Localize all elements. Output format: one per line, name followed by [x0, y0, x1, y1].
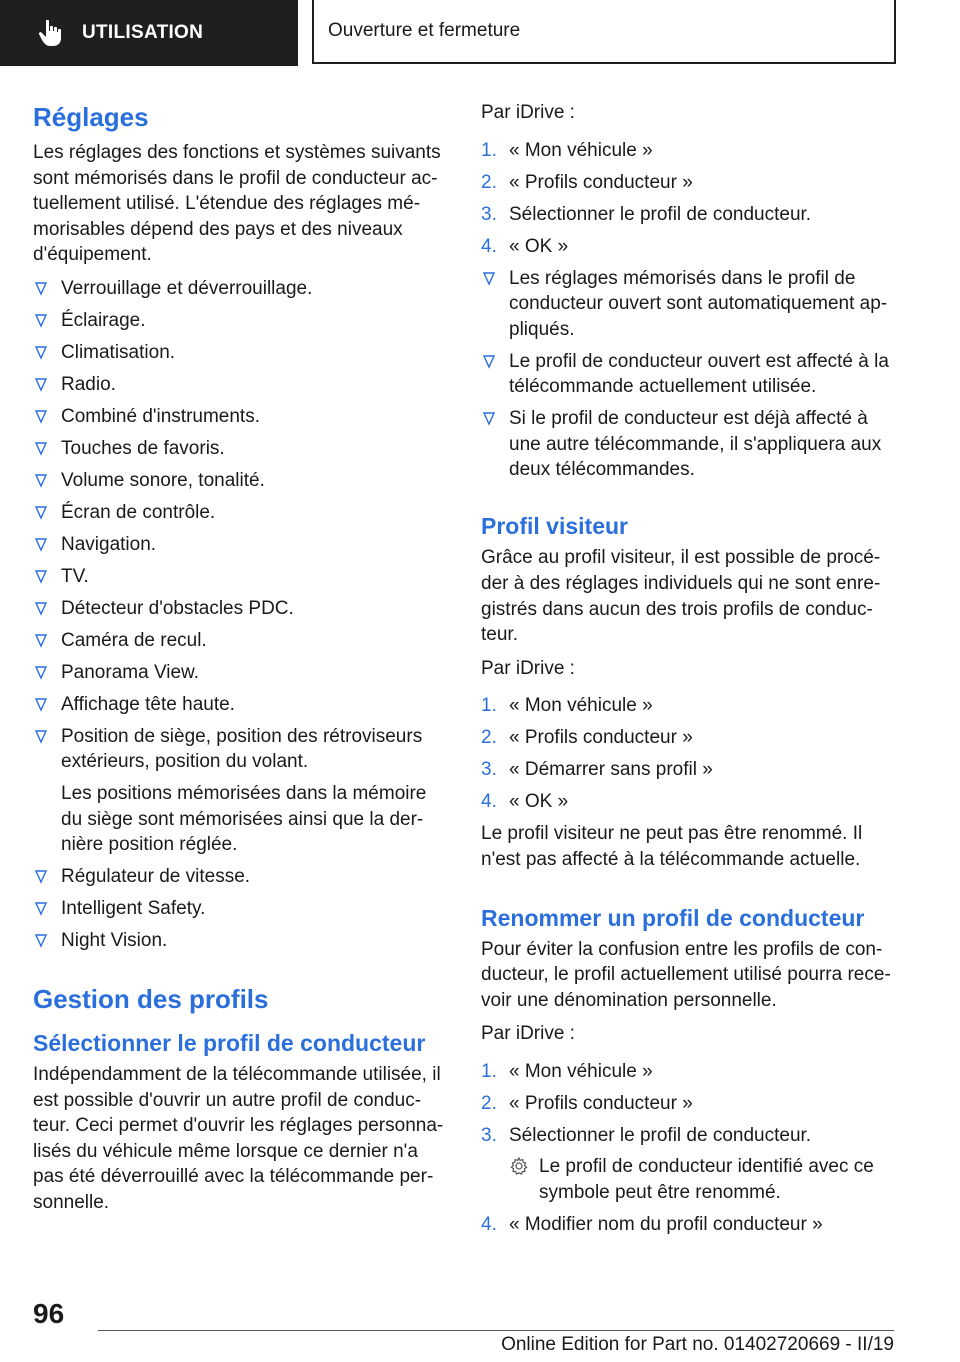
triangle-bullet-icon	[35, 698, 47, 712]
list-item-text: Caméra de recul.	[61, 629, 207, 651]
list-item	[33, 564, 445, 590]
list-item-text: Affichage tête haute.	[61, 693, 235, 715]
list-item	[33, 660, 445, 686]
list-item	[33, 276, 445, 302]
step-number: 2.	[481, 727, 497, 749]
select-profile-heading: Sélectionner le profil de conducteur	[33, 1030, 426, 1057]
triangle-bullet-icon	[35, 442, 47, 456]
triangle-bullet-icon	[35, 602, 47, 616]
step-item	[481, 789, 897, 815]
step-item	[481, 693, 897, 719]
triangle-bullet-icon	[35, 730, 47, 744]
list-item-text: Détecteur d'obstacles PDC.	[61, 597, 294, 619]
list-item	[481, 349, 897, 400]
list-item	[33, 928, 445, 954]
step-number: 3.	[481, 1124, 497, 1146]
triangle-bullet-icon	[35, 346, 47, 360]
step-number: 4.	[481, 235, 497, 257]
step-item	[481, 1059, 897, 1085]
list-item	[33, 596, 445, 622]
idrive-label-visitor: Par iDrive :	[481, 657, 575, 679]
list-item	[33, 404, 445, 430]
triangle-bullet-icon	[483, 355, 495, 369]
footer-divider	[98, 1330, 894, 1331]
triangle-bullet-icon	[35, 282, 47, 296]
step-text: « Mon véhicule »	[509, 139, 653, 161]
list-item-text: Position de siège, position des rétroviseurs extérieurs, position du volant.	[61, 725, 423, 773]
triangle-bullet-icon	[483, 272, 495, 286]
reglages-intro: Les réglages des fonctions et systèmes suivants sont mémorisés dans le profil de conducteur actuellement utilisé. L'étendue des réglages mémorisables dépend des pays et des niveaux d'équipement.	[33, 142, 441, 266]
list-item	[33, 532, 445, 558]
left-column	[33, 100, 445, 1224]
list-item-text: Panorama View.	[61, 661, 200, 683]
list-item	[33, 372, 445, 398]
step-item	[481, 234, 897, 260]
list-item-text: Les réglages mémorisés dans le profil de conducteur ouvert sont automatiquement appliqués.	[509, 267, 888, 340]
list-item	[33, 500, 445, 526]
step-text: Sélectionner le profil de conducteur.	[509, 1124, 812, 1146]
step-number: 1.	[481, 1060, 497, 1082]
list-item-text: Éclairage.	[61, 309, 146, 331]
triangle-bullet-icon	[35, 634, 47, 648]
step-text: « Profils conducteur »	[509, 1092, 693, 1114]
triangle-bullet-icon	[35, 902, 47, 916]
page-number: 96	[33, 1298, 65, 1329]
triangle-bullet-icon	[483, 412, 495, 426]
list-item-text: Écran de contrôle.	[61, 501, 216, 523]
step-number: 4.	[481, 791, 497, 813]
seat-memory-note: Les positions mémorisées dans la mémoire du siège sont mémorisées ainsi que la dernière position réglée.	[61, 782, 427, 856]
step-item	[481, 725, 897, 751]
step-item	[481, 202, 897, 228]
steps-list-visitor	[481, 693, 897, 815]
list-item-text: Le profil de conducteur ouvert est affecté à la télécommande actuellement utilisée.	[509, 350, 889, 398]
list-item	[33, 468, 445, 494]
list-item-text: Verrouillage et déverrouillage.	[61, 277, 313, 299]
list-item	[33, 896, 445, 922]
visitor-heading: Profil visiteur	[481, 513, 628, 540]
step-text: « OK »	[509, 235, 569, 257]
list-item-text: Combiné d'instruments.	[61, 405, 260, 427]
step-number: 3.	[481, 203, 497, 225]
triangle-bullet-icon	[35, 870, 47, 884]
rename-body: Pour éviter la confusion entre les profils de conducteur, le profil actuellement utilisé pourra recevoir une dénomination personnelle.	[481, 938, 891, 1011]
section-label: UTILISATION	[82, 22, 204, 43]
step-text: « Profils conducteur »	[509, 727, 693, 749]
visitor-note: Le profil visiteur ne peut pas être renommé. Il n'est pas affecté à la télécommande actuelle.	[481, 823, 863, 870]
list-item	[33, 628, 445, 654]
step-text: « Démarrer sans profil »	[509, 759, 713, 781]
hand-pointer-icon	[36, 18, 66, 48]
step-text: « Profils conducteur »	[509, 171, 693, 193]
list-item-text: Radio.	[61, 373, 116, 395]
select-profile-body: Indépendamment de la télécommande utilisée, il est possible d'ouvrir un autre profil de conducteur. Ceci permet d'ouvrir les réglages personnalisés du véhicule même lorsque ce dernier n'a pas été déverrouillé avec la télécommande personnelle.	[33, 1064, 444, 1214]
list-item	[481, 406, 897, 483]
triangle-bullet-icon	[35, 538, 47, 552]
idrive-label-rename: Par iDrive :	[481, 1023, 575, 1045]
list-item-text: Régulateur de vitesse.	[61, 866, 251, 888]
list-item-text: TV.	[61, 565, 89, 587]
list-item-text: Climatisation.	[61, 341, 176, 363]
reglages-heading: Réglages	[33, 102, 149, 132]
list-item	[481, 266, 897, 343]
step-item	[481, 138, 897, 164]
step-text: « Modifier nom du profil conducteur »	[509, 1214, 823, 1236]
list-item-text: Volume sonore, tonalité.	[61, 469, 265, 491]
step-text: « OK »	[509, 791, 569, 813]
triangle-bullet-icon	[35, 666, 47, 680]
step-text: Sélectionner le profil de conducteur.	[509, 203, 812, 225]
step-number: 2.	[481, 171, 497, 193]
triangle-bullet-icon	[35, 474, 47, 488]
step-number: 3.	[481, 759, 497, 781]
step-number: 2.	[481, 1092, 497, 1114]
chapter-tab	[312, 0, 896, 64]
gear-icon	[509, 1156, 529, 1176]
list-item	[33, 340, 445, 366]
page-header	[0, 0, 960, 66]
list-item-text: Touches de favoris.	[61, 437, 225, 459]
list-item-text: Navigation.	[61, 533, 157, 555]
triangle-bullet-icon	[35, 934, 47, 948]
list-item	[33, 692, 445, 718]
list-item-text: Si le profil de conducteur est déjà affecté à une autre télécommande, il s'appliquera aux deux télécommandes.	[509, 408, 882, 481]
gestion-heading: Gestion des profils	[33, 984, 269, 1015]
step-item	[481, 1091, 897, 1117]
rename-symbol-text: Le profil de conducteur identifié avec ce symbole peut être renommé.	[539, 1156, 874, 1204]
steps-list-rename	[481, 1059, 897, 1238]
step-number: 1.	[481, 139, 497, 161]
step-item	[481, 170, 897, 196]
triangle-bullet-icon	[35, 314, 47, 328]
step-text: « Mon véhicule »	[509, 695, 653, 717]
triangle-bullet-icon	[35, 570, 47, 584]
right-column	[481, 100, 897, 1244]
list-item	[33, 724, 445, 858]
section-tab	[0, 0, 298, 66]
chapter-label: Ouverture et fermeture	[328, 20, 521, 41]
list-item	[33, 436, 445, 462]
edition-footer: Online Edition for Part no. 01402720669 - II/19	[501, 1334, 894, 1355]
step-item	[481, 1123, 897, 1206]
steps-list-select	[481, 138, 897, 260]
list-item	[33, 308, 445, 334]
step-item	[481, 1212, 897, 1238]
list-item-text: Intelligent Safety.	[61, 898, 206, 920]
list-item	[33, 864, 445, 890]
step-item	[481, 757, 897, 783]
idrive-label: Par iDrive :	[481, 102, 575, 123]
visitor-body: Grâce au profil visiteur, il est possible de procéder à des réglages individuels qui ne sont enregistrés dans aucun des trois profils de conducteur.	[481, 547, 881, 646]
list-item-text: Night Vision.	[61, 930, 168, 952]
step-text: « Mon véhicule »	[509, 1060, 653, 1082]
rename-symbol-note	[509, 1154, 897, 1205]
profile-effects-list	[481, 266, 897, 484]
rename-heading: Renommer un profil de conducteur	[481, 904, 865, 931]
step-number: 1.	[481, 695, 497, 717]
triangle-bullet-icon	[35, 410, 47, 424]
triangle-bullet-icon	[35, 378, 47, 392]
settings-list	[33, 276, 445, 954]
triangle-bullet-icon	[35, 506, 47, 520]
step-number: 4.	[481, 1214, 497, 1236]
